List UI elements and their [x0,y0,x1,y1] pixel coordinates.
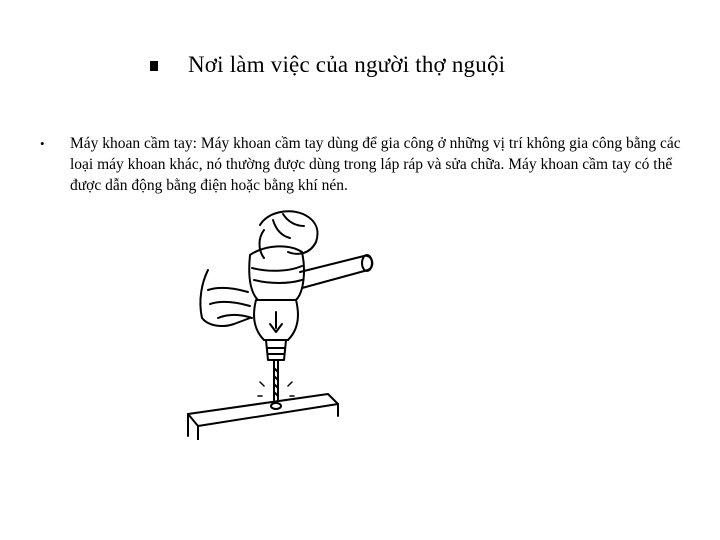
square-bullet-icon [150,61,158,71]
bullet-item [40,133,690,196]
bullet-text: Máy khoan cầm tay: Máy khoan cầm tay dùng để gia công ở những vị trí không gia công bằng các loại máy khoan khác, nó thường được dùng trong láp ráp và sửa chữa. Máy khoan cầm tay có thể được dẫn động bằng điện hoặc bằng khí nén. [70,135,681,194]
slide-title: Nơi làm việc của người thợ nguội [188,52,506,77]
title-row [150,52,670,78]
bullet-dot-icon: • [40,136,45,151]
hand-drill-icon [178,200,388,440]
